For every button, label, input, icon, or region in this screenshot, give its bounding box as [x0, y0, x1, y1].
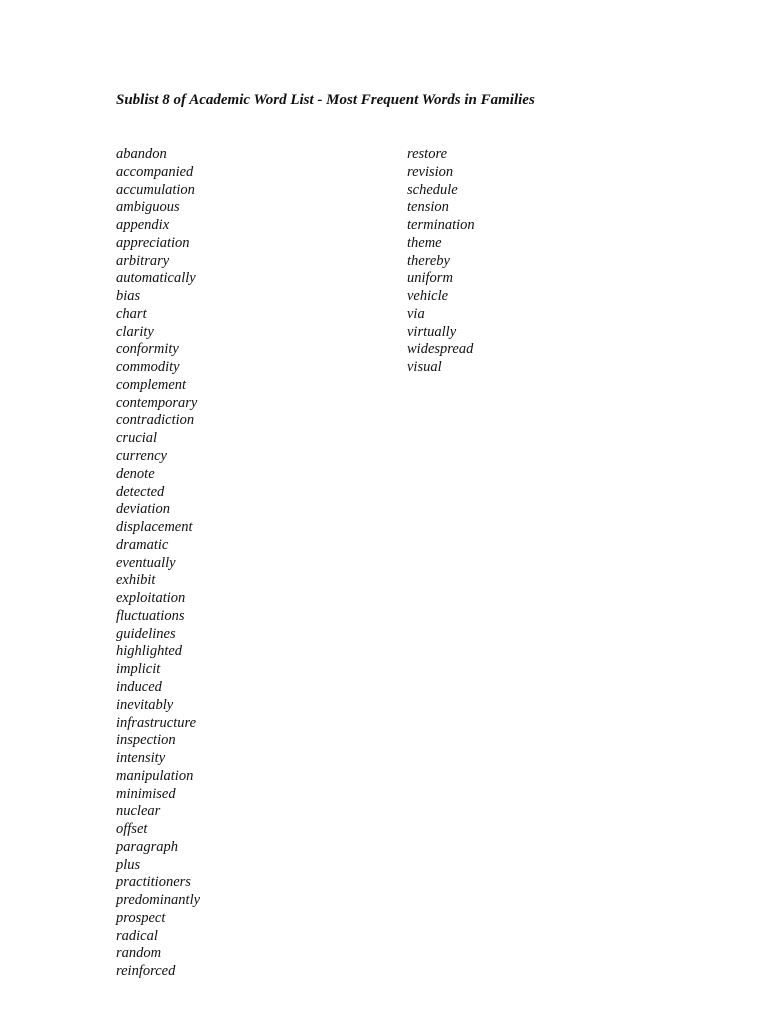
word-list-item: displacement [116, 519, 193, 536]
word-list-item: exhibit [116, 572, 156, 589]
word-list-item: prospect [116, 909, 166, 926]
word-list-item: denote [116, 465, 155, 482]
word-list-item: nuclear [116, 803, 161, 820]
word-list-item: inevitably [116, 696, 174, 713]
word-list-item: virtually [407, 323, 457, 340]
word-list-item: conformity [116, 341, 179, 358]
word-list-item: reinforced [116, 963, 176, 980]
word-list-item: clarity [116, 323, 154, 340]
word-list-item: revision [407, 163, 454, 180]
word-list-item: accumulation [116, 181, 195, 198]
word-list-item: radical [116, 927, 158, 944]
word-list-item: chart [116, 305, 147, 322]
word-list-item: theme [407, 234, 442, 251]
word-list-item: crucial [116, 430, 158, 447]
word-list-item: inspection [116, 732, 176, 749]
word-list-left-column [116, 146, 200, 981]
word-list-item: intensity [116, 750, 166, 767]
word-list-item: eventually [116, 554, 176, 571]
word-list-item: vehicle [407, 288, 449, 305]
word-list-item: thereby [407, 252, 450, 269]
word-list-item: paragraph [116, 838, 179, 855]
word-list-item: highlighted [116, 643, 183, 660]
word-list-item: arbitrary [116, 252, 170, 269]
word-list-item: contradiction [116, 412, 195, 429]
word-list-item: guidelines [116, 625, 176, 642]
word-list-item: detected [116, 483, 165, 500]
word-list-item: schedule [407, 181, 458, 198]
word-list-item: predominantly [116, 892, 201, 909]
word-list-item: complement [116, 376, 187, 393]
word-list-item: random [116, 945, 162, 962]
word-list-item: induced [116, 678, 162, 695]
word-list-item: currency [116, 448, 167, 465]
word-list-item: widespread [407, 341, 474, 358]
word-list-item: fluctuations [116, 607, 185, 624]
word-list-item: implicit [116, 661, 161, 678]
word-list-item: abandon [116, 146, 167, 162]
word-list-item: offset [116, 821, 148, 838]
word-list-item: plus [116, 856, 141, 873]
document-title: Sublist 8 of Academic Word List - Most Frequent Words in Families [116, 92, 535, 108]
word-list-item: appendix [116, 217, 170, 234]
word-list-item: exploitation [116, 590, 186, 607]
word-list-item: commodity [116, 359, 180, 376]
word-list-item: bias [116, 288, 141, 305]
word-list-item: via [407, 305, 425, 322]
word-list-item: deviation [116, 501, 170, 518]
word-list-item: ambiguous [116, 199, 180, 216]
word-list-item: visual [407, 359, 442, 376]
word-list-item: manipulation [116, 767, 194, 784]
word-list-item: dramatic [116, 536, 169, 553]
word-list-right-column [407, 146, 475, 377]
word-list-item: restore [407, 146, 448, 162]
word-list-item: appreciation [116, 234, 190, 251]
word-list-item: tension [407, 199, 449, 216]
word-list-item: infrastructure [116, 714, 197, 731]
word-list-item: uniform [407, 270, 453, 287]
word-list-item: termination [407, 217, 475, 234]
word-list-item: minimised [116, 785, 176, 802]
word-list-item: automatically [116, 270, 196, 287]
word-list-item: accompanied [116, 163, 194, 180]
word-list-item: contemporary [116, 394, 198, 411]
word-list-item: practitioners [116, 874, 191, 891]
